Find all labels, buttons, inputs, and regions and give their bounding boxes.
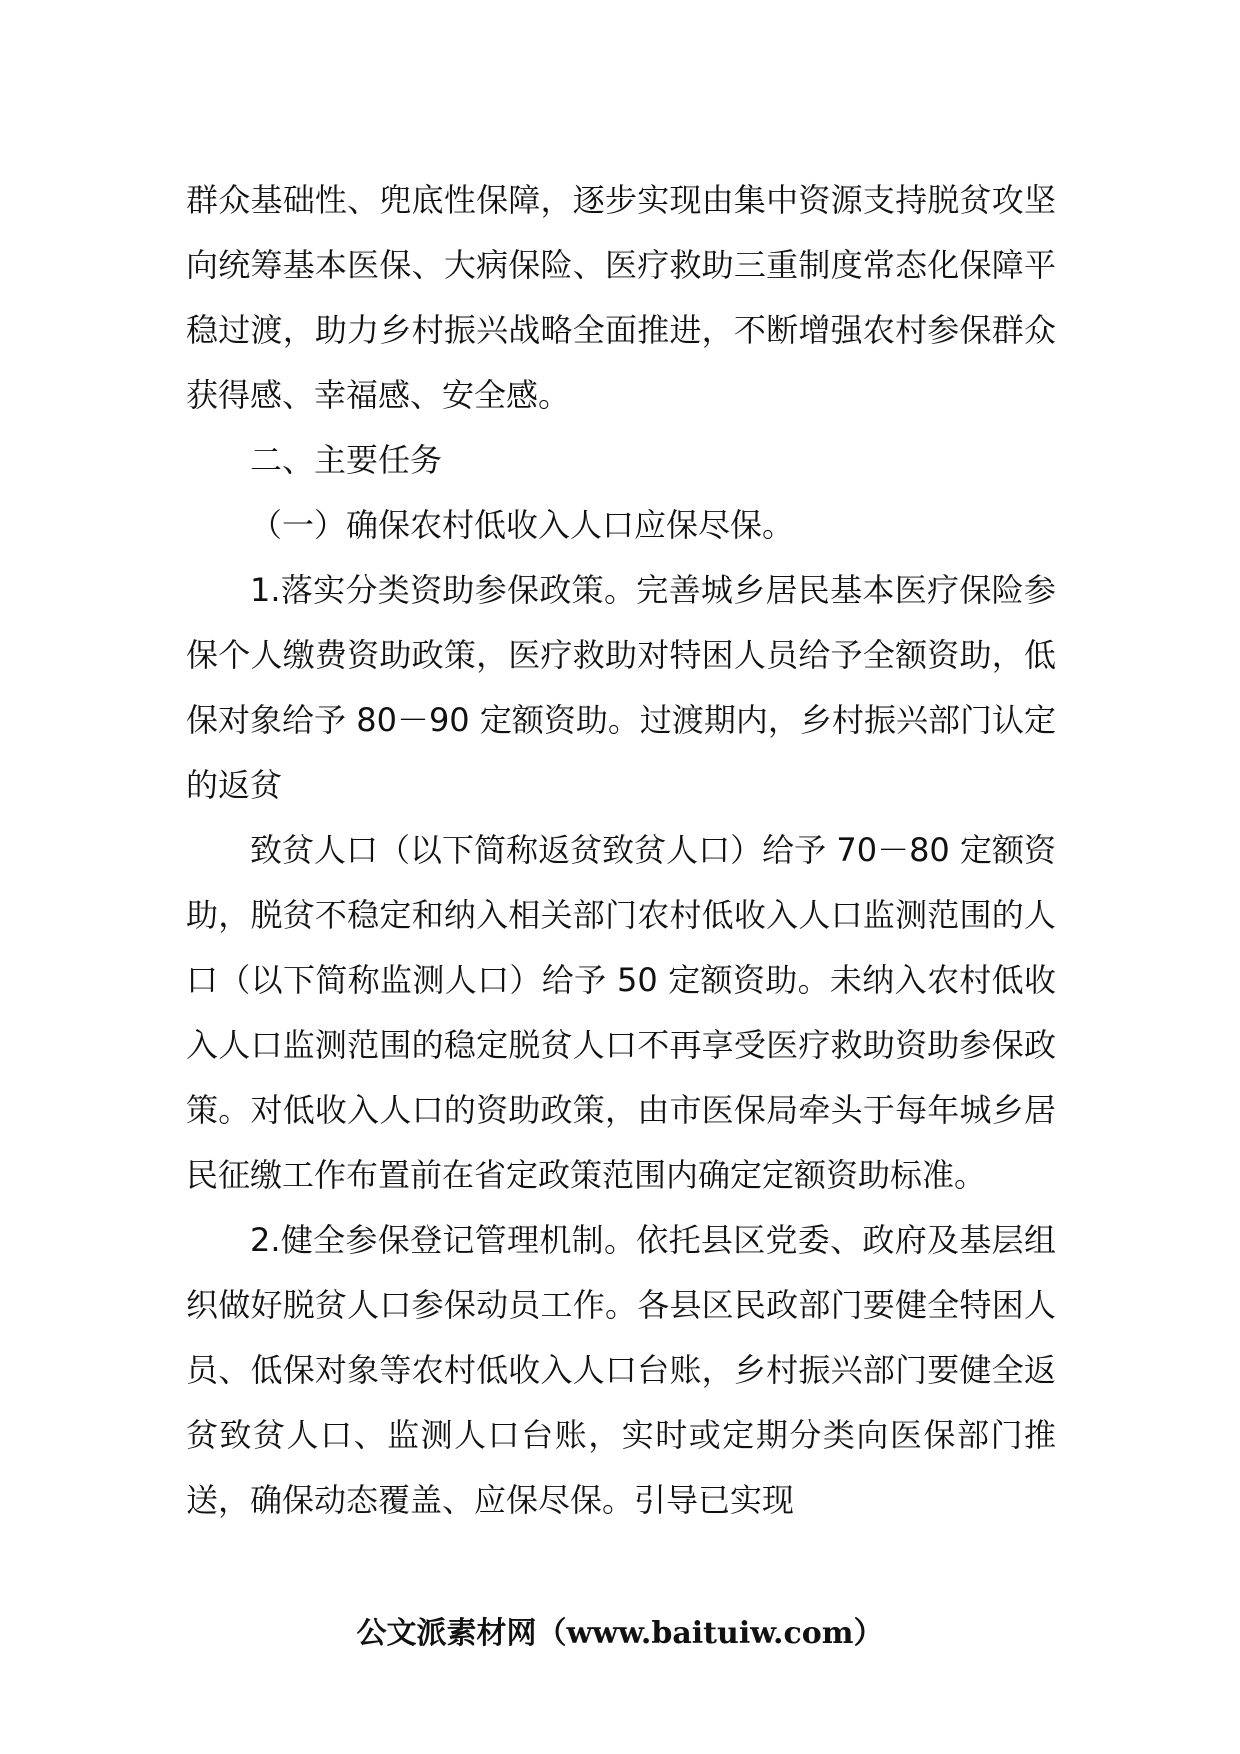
footer-watermark: 公文派素材网（www.baituiw.com）: [356, 1616, 884, 1651]
paragraph-item-2: 2.健全参保登记管理机制。依托县区党委、政府及基层组织做好脱贫人口参保动员工作。各县区民政部门要健全特困人员、低保对象等农村低收入人口台账，乡村振兴部门要健全返贫致贫人口、监测人口台账，实时或定期分类向医保部门推送，确保动态覆盖、应保尽保。引导已实现: [186, 1221, 1056, 1519]
subsection-heading-1: （一）确保农村低收入人口应保尽保。: [250, 506, 795, 544]
paragraph-continued: 群众基础性、兜底性保障，逐步实现由集中资源支持脱贫攻坚向统筹基本医保、大病保险、医疗救助三重制度常态化保障平稳过渡，助力乡村振兴战略全面推进，不断增强农村参保群众获得感、幸福感、安全感。: [186, 181, 1056, 414]
paragraph-item-1: 1.落实分类资助参保政策。完善城乡居民基本医疗保险参保个人缴费资助政策，医疗救助对特困人员给予全额资助，低保对象给予 80－90 定额资助。过渡期内，乡村振兴部门认定的返贫: [186, 571, 1056, 804]
section-heading-main-tasks: 二、主要任务: [250, 441, 443, 479]
document-body: [186, 168, 1056, 1533]
paragraph-item-1-continued: 致贫人口（以下简称返贫致贫人口）给予 70－80 定额资助，脱贫不稳定和纳入相关部门农村低收入人口监测范围的人口（以下简称监测人口）给予 50 定额资助。未纳入农村低收入人口监测范围的稳定脱贫人口不再享受医疗救助资助参保政策。对低收入人口的资助政策，由市医保局牵头于每年城乡居民征缴工作布置前在省定政策范围内确定定额资助标准。: [186, 831, 1056, 1194]
